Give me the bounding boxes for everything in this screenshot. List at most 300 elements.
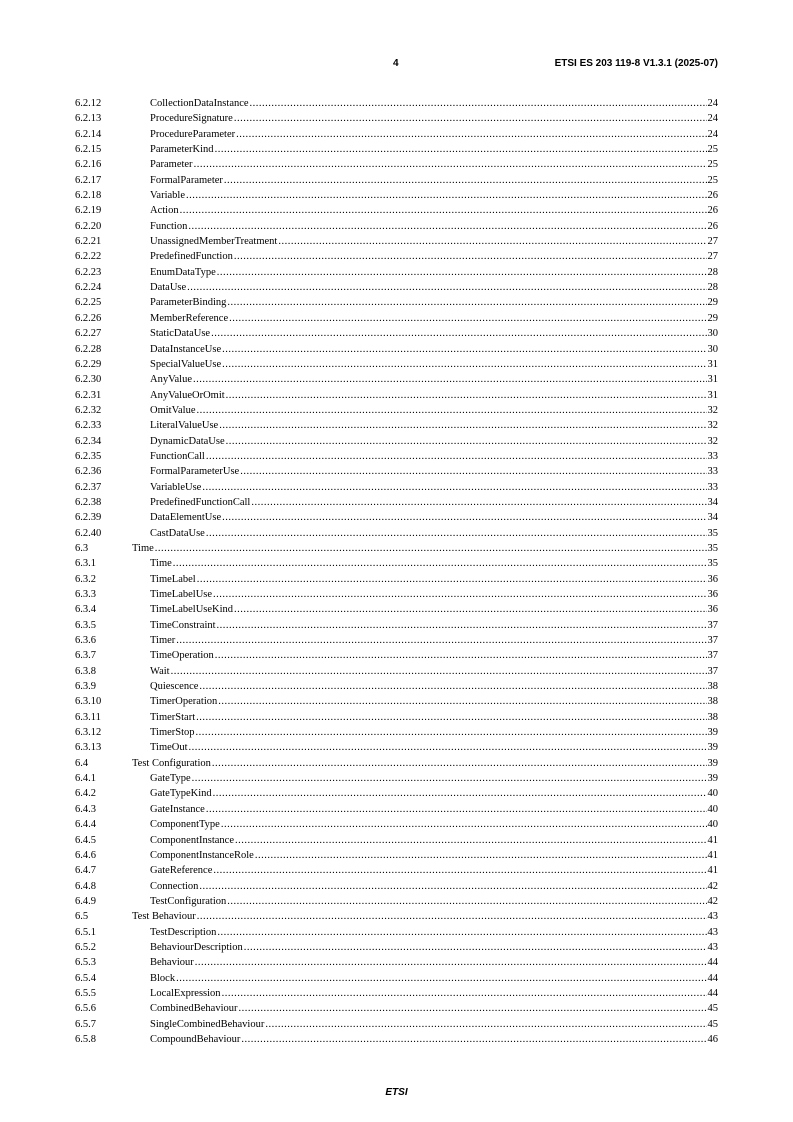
toc-dot-leader [186,188,707,203]
toc-entry-page: 45 [707,1003,718,1015]
toc-entry-title: Wait [150,665,170,677]
toc-entry-number: 6.2.28 [75,343,102,355]
toc-entry-number: 6.2.35 [75,450,102,462]
toc-entry-page: 44 [707,957,718,969]
toc-entry[interactable] [75,464,718,479]
toc-dot-leader [197,572,707,587]
toc-entry[interactable] [75,127,718,142]
toc-entry[interactable] [75,556,718,571]
toc-entry[interactable] [75,771,718,786]
toc-entry[interactable] [75,940,718,955]
toc-entry-number: 6.2.23 [75,266,102,278]
toc-entry-page: 34 [707,496,718,508]
toc-entry-number: 6.3.9 [75,681,96,693]
toc-entry-page: 38 [707,681,718,693]
toc-dot-leader [278,234,706,249]
table-of-contents [75,96,718,1047]
toc-entry-number: 6.2.12 [75,98,102,109]
toc-entry-page: 44 [707,987,718,999]
toc-entry[interactable] [75,1032,718,1047]
toc-entry-number: 6.2.13 [75,113,102,125]
toc-entry[interactable] [75,710,718,725]
toc-entry-number: 6.2.17 [75,174,102,186]
toc-entry-number: 6.4 [75,757,89,769]
toc-entry-number: 6.5.8 [75,1033,96,1045]
toc-entry[interactable] [75,203,718,218]
toc-dot-leader [196,725,707,740]
toc-entry-page: 43 [707,911,718,923]
toc-entry[interactable] [75,311,718,326]
toc-entry-title: FormalParameterUse [150,466,240,478]
toc-entry-page: 39 [707,727,718,739]
toc-entry-page: 36 [707,589,718,600]
toc-entry-number: 6.4.3 [75,803,96,815]
toc-entry-title: TimeConstraint [150,619,216,631]
toc-dot-leader [222,357,706,372]
toc-entry-title: Timer [150,635,176,647]
toc-dot-leader [202,480,706,495]
toc-entry[interactable] [75,173,718,188]
toc-dot-leader [234,249,707,264]
toc-entry-page: 39 [707,773,718,785]
toc-entry-title: DynamicDataUse [150,435,225,447]
toc-entry-title: Time [150,558,172,570]
toc-entry-number: 6.2.22 [75,251,102,263]
toc-entry[interactable] [75,265,718,280]
toc-entry[interactable] [75,587,718,602]
toc-dot-leader [155,541,707,556]
document-id: ETSI ES 203 119-8 V1.3.1 (2025-07) [554,58,718,69]
toc-dot-leader [196,710,706,725]
toc-dot-leader [265,1017,706,1032]
toc-entry-title: GateTypeKind [150,788,212,800]
toc-entry[interactable] [75,602,718,617]
toc-entry-number: 6.2.36 [75,466,102,478]
toc-dot-leader [221,817,707,832]
toc-entry[interactable] [75,894,718,909]
toc-entry[interactable] [75,848,718,863]
toc-entry-page: 41 [707,834,718,846]
toc-entry[interactable] [75,618,718,633]
toc-entry-number: 6.5.6 [75,1003,96,1015]
toc-entry-title: Block [150,972,176,984]
toc-dot-leader [180,203,707,218]
toc-entry-number: 6.4.1 [75,773,96,785]
toc-entry-number: 6.2.16 [75,159,102,171]
toc-entry-page: 42 [707,895,718,907]
toc-entry-title: SingleCombinedBehaviour [150,1018,265,1030]
toc-dot-leader [206,449,707,464]
toc-entry[interactable] [75,418,718,433]
toc-entry-page: 36 [707,604,718,616]
toc-entry-page: 24 [707,128,718,140]
toc-entry-number: 6.4.6 [75,849,96,861]
toc-dot-leader [197,403,707,418]
toc-entry-page: 33 [707,450,718,462]
toc-entry-number: 6.2.40 [75,527,102,539]
toc-entry[interactable] [75,725,718,740]
toc-entry-page: 32 [707,435,718,447]
toc-entry-page: 26 [707,205,718,217]
toc-dot-leader [235,833,707,848]
toc-entry-title: TimerStop [150,727,195,739]
toc-entry[interactable] [75,541,718,556]
toc-dot-leader [239,1001,707,1016]
toc-dot-leader [224,173,707,188]
toc-dot-leader [176,971,706,986]
toc-entry[interactable] [75,817,718,832]
toc-entry-page: 24 [707,113,718,125]
toc-dot-leader [206,802,707,817]
toc-entry[interactable] [75,342,718,357]
toc-dot-leader [194,157,707,172]
toc-entry-page: 32 [707,404,718,416]
toc-entry-number: 6.2.18 [75,190,102,202]
toc-entry-number: 6.3.3 [75,589,96,600]
toc-entry-page: 35 [707,527,718,539]
toc-dot-leader [187,280,706,295]
toc-entry-title: TestDescription [150,926,217,938]
toc-dot-leader [171,664,707,679]
toc-entry[interactable] [75,756,718,771]
toc-entry[interactable] [75,633,718,648]
toc-dot-leader [222,342,706,357]
toc-entry[interactable] [75,925,718,940]
toc-entry-page: 26 [707,190,718,202]
toc-entry-page: 41 [707,865,718,877]
toc-entry-title: DataInstanceUse [150,343,222,355]
toc-entry-title: ProcedureSignature [150,113,233,125]
toc-entry-number: 6.3.4 [75,604,96,616]
toc-entry-number: 6.4.9 [75,895,96,907]
toc-entry[interactable] [75,111,718,126]
toc-entry-title: GateInstance [150,803,205,815]
toc-entry-title: LiteralValueUse [150,420,219,432]
toc-dot-leader [219,418,706,433]
toc-entry[interactable] [75,833,718,848]
toc-entry-title: Behaviour [150,957,194,969]
toc-dot-leader [206,526,707,541]
toc-entry-number: 6.3.8 [75,665,96,677]
toc-entry[interactable] [75,863,718,878]
toc-entry-number: 6.3.6 [75,635,96,647]
toc-entry-page: 25 [707,174,718,186]
toc-entry-page: 41 [707,849,718,861]
toc-entry-number: 6.2.34 [75,435,102,447]
toc-entry-title: OmitValue [150,404,196,416]
toc-entry-title: TimeLabel [150,573,196,585]
toc-entry-title: DataUse [150,282,187,294]
toc-entry-number: 6.2.27 [75,328,102,340]
toc-entry-title: TimeLabelUseKind [150,604,234,616]
toc-entry-page: 34 [707,512,718,524]
toc-entry[interactable] [75,802,718,817]
toc-entry-page: 31 [707,389,718,401]
toc-dot-leader [212,756,707,771]
toc-entry[interactable] [75,495,718,510]
toc-entry[interactable] [75,1017,718,1032]
toc-entry-page: 37 [707,619,718,631]
toc-entry-page: 30 [707,343,718,355]
toc-entry-page: 39 [707,757,718,769]
toc-entry-page: 38 [707,711,718,723]
toc-entry-number: 6.2.25 [75,297,102,309]
toc-entry-title: CastDataUse [150,527,205,539]
toc-entry-title: Time [132,542,154,554]
toc-entry-page: 33 [707,466,718,478]
toc-dot-leader [215,142,707,157]
toc-entry-page: 33 [707,481,718,493]
toc-entry-page: 31 [707,374,718,386]
toc-dot-leader [213,863,706,878]
toc-entry[interactable] [75,249,718,264]
toc-dot-leader [193,372,707,387]
toc-dot-leader [217,925,706,940]
toc-entry[interactable] [75,188,718,203]
toc-entry-title: SpecialValueUse [150,358,222,370]
toc-entry-title: UnassignedMemberTreatment [150,236,278,248]
toc-entry-title: Action [150,205,179,217]
toc-entry-title: Test Behaviour [132,911,196,923]
toc-entry[interactable] [75,679,718,694]
toc-entry-number: 6.2.33 [75,420,102,432]
toc-dot-leader [215,648,707,663]
toc-dot-leader [176,633,706,648]
toc-entry-page: 37 [707,650,718,662]
toc-dot-leader [218,694,706,709]
toc-entry[interactable] [75,740,718,755]
toc-entry[interactable] [75,786,718,801]
toc-entry-number: 6.2.31 [75,389,102,401]
toc-entry-title: ProcedureParameter [150,128,236,140]
toc-entry-title: CollectionDataInstance [150,98,249,109]
toc-entry-number: 6.3.5 [75,619,96,631]
toc-entry-number: 6.5.1 [75,926,96,938]
toc-entry[interactable] [75,434,718,449]
toc-entry[interactable] [75,326,718,341]
toc-entry[interactable] [75,955,718,970]
toc-entry-page: 42 [707,880,718,892]
toc-dot-leader [229,311,706,326]
toc-entry-page: 39 [707,742,718,754]
toc-entry[interactable] [75,280,718,295]
toc-entry-page: 43 [707,926,718,938]
toc-entry-number: 6.4.2 [75,788,96,800]
toc-entry-title: TimerStart [150,711,196,723]
toc-entry-title: ComponentInstanceRole [150,849,254,861]
toc-dot-leader [213,587,706,602]
toc-entry-page: 25 [707,144,718,156]
toc-entry-page: 40 [707,819,718,831]
toc-entry-page: 36 [707,573,718,585]
toc-entry-title: Variable [150,190,185,202]
toc-entry-title: FormalParameter [150,174,223,186]
toc-entry-number: 6.5 [75,911,89,923]
toc-entry-title: Parameter [150,159,193,171]
toc-entry[interactable] [75,879,718,894]
toc-dot-leader [189,740,707,755]
toc-entry-number: 6.5.3 [75,957,96,969]
toc-dot-leader [251,495,706,510]
toc-entry-number: 6.5.5 [75,987,96,999]
toc-entry-page: 24 [707,98,718,109]
toc-entry-number: 6.3 [75,542,89,554]
toc-entry-number: 6.2.26 [75,312,102,324]
toc-entry[interactable] [75,1001,718,1016]
toc-entry-number: 6.2.30 [75,374,102,386]
toc-entry-number: 6.3.1 [75,558,96,570]
toc-entry[interactable] [75,648,718,663]
toc-entry-page: 38 [707,696,718,708]
toc-entry-title: Test Configuration [132,757,211,769]
toc-entry-number: 6.2.15 [75,144,102,156]
toc-dot-leader [197,909,707,924]
toc-entry[interactable] [75,510,718,525]
toc-entry-title: GateType [150,773,191,785]
toc-entry[interactable] [75,157,718,172]
toc-dot-leader [195,955,707,970]
toc-entry-title: StaticDataUse [150,328,211,340]
toc-entry-page: 29 [707,297,718,309]
toc-entry-number: 6.4.5 [75,834,96,846]
toc-entry-page: 43 [707,941,718,953]
toc-entry-title: Function [150,220,188,232]
toc-dot-leader [217,265,707,280]
toc-entry-title: GateReference [150,865,213,877]
toc-entry-title: AnyValue [150,374,192,386]
toc-entry-page: 32 [707,420,718,432]
toc-entry[interactable] [75,234,718,249]
toc-dot-leader [222,986,707,1001]
page-footer: ETSI [385,1087,408,1098]
toc-entry-number: 6.3.12 [75,727,102,739]
toc-entry-number: 6.5.2 [75,941,96,953]
toc-entry[interactable] [75,986,718,1001]
toc-entry-title: PredefinedFunctionCall [150,496,251,508]
toc-entry-title: TimerOperation [150,696,218,708]
toc-entry[interactable] [75,142,718,157]
toc-entry-title: PredefinedFunction [150,251,233,263]
toc-entry-title: Connection [150,880,199,892]
toc-entry[interactable] [75,664,718,679]
toc-entry[interactable] [75,403,718,418]
toc-entry-page: 37 [707,635,718,647]
toc-entry-page: 28 [707,282,718,294]
toc-entry[interactable] [75,388,718,403]
toc-entry-number: 6.2.39 [75,512,102,524]
toc-entry[interactable] [75,449,718,464]
toc-entry[interactable] [75,357,718,372]
toc-entry-number: 6.3.7 [75,650,96,662]
toc-dot-leader [213,786,707,801]
toc-dot-leader [217,618,707,633]
toc-entry[interactable] [75,971,718,986]
toc-entry-title: EnumDataType [150,266,216,278]
toc-entry-number: 6.3.2 [75,573,96,585]
toc-dot-leader [234,602,706,617]
toc-entry[interactable] [75,572,718,587]
toc-entry[interactable] [75,372,718,387]
toc-dot-leader [241,1032,706,1047]
toc-entry-page: 35 [707,558,718,570]
toc-entry-page: 26 [707,220,718,232]
toc-entry-number: 6.4.7 [75,865,96,877]
toc-entry-title: DataElementUse [150,512,222,524]
toc-dot-leader [222,510,706,525]
toc-entry-number: 6.2.21 [75,236,102,248]
toc-entry-page: 44 [707,972,718,984]
toc-entry-title: VariableUse [150,481,202,493]
toc-entry-page: 45 [707,1018,718,1030]
toc-entry-page: 27 [707,251,718,263]
toc-entry-title: TimeLabelUse [150,589,213,600]
toc-dot-leader [255,848,707,863]
toc-entry-page: 40 [707,803,718,815]
toc-dot-leader [199,679,706,694]
toc-entry-title: CombinedBehaviour [150,1003,238,1015]
toc-entry[interactable] [75,694,718,709]
page-header [75,58,718,72]
toc-entry[interactable] [75,219,718,234]
toc-entry[interactable] [75,480,718,495]
toc-entry-number: 6.4.4 [75,819,96,831]
toc-dot-leader [250,96,707,111]
toc-entry-number: 6.2.14 [75,128,102,140]
toc-entry-title: Quiescence [150,681,199,693]
toc-dot-leader [226,388,707,403]
toc-entry[interactable] [75,295,718,310]
toc-entry-number: 6.5.7 [75,1018,96,1030]
toc-entry-page: 25 [707,159,718,171]
toc-entry[interactable] [75,526,718,541]
toc-entry-page: 35 [707,542,718,554]
toc-entry-title: CompoundBehaviour [150,1033,241,1045]
toc-entry[interactable] [75,909,718,924]
toc-dot-leader [173,556,707,571]
toc-dot-leader [244,940,707,955]
toc-dot-leader [188,219,706,234]
toc-dot-leader [192,771,707,786]
toc-entry-page: 37 [707,665,718,677]
toc-entry-title: FunctionCall [150,450,205,462]
toc-dot-leader [236,127,706,142]
toc-entry-number: 6.3.11 [75,711,101,723]
toc-entry-page: 40 [707,788,718,800]
toc-entry-title: BehaviourDescription [150,941,243,953]
toc-entry-page: 31 [707,358,718,370]
toc-entry-title: ParameterKind [150,144,214,156]
toc-entry-page: 30 [707,328,718,340]
page-number: 4 [393,58,399,69]
toc-entry-number: 6.2.24 [75,282,102,294]
toc-entry-page: 46 [707,1033,718,1045]
toc-dot-leader [240,464,706,479]
toc-entry-title: TimeOut [150,742,188,754]
toc-dot-leader [227,894,706,909]
toc-dot-leader [227,295,706,310]
toc-entry-title: TimeOperation [150,650,214,662]
toc-entry-number: 6.2.37 [75,481,102,493]
toc-entry-number: 6.5.4 [75,972,96,984]
toc-dot-leader [199,879,706,894]
toc-entry-page: 27 [707,236,718,248]
toc-entry[interactable] [75,96,718,111]
toc-dot-leader [211,326,706,341]
toc-entry-number: 6.2.19 [75,205,102,217]
toc-entry-title: AnyValueOrOmit [150,389,225,401]
toc-entry-title: ComponentType [150,819,220,831]
toc-entry-title: LocalExpression [150,987,221,999]
